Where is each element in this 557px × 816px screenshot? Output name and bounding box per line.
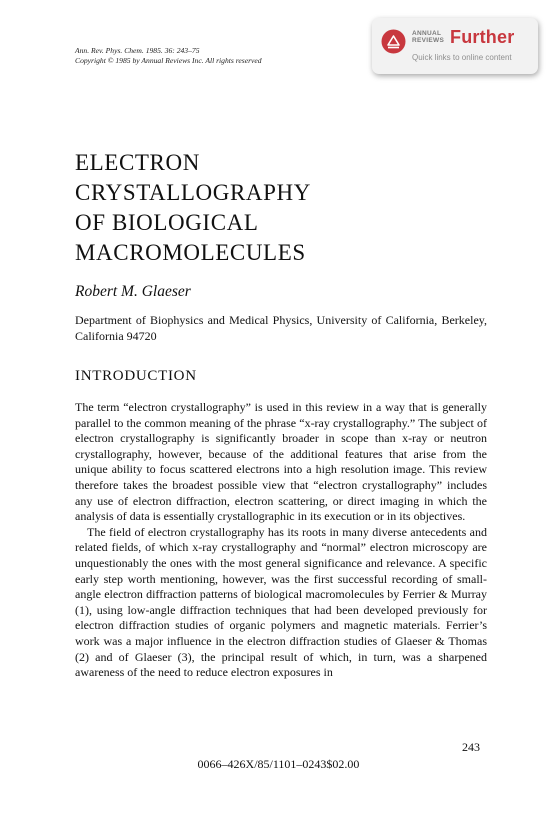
journal-citation: Ann. Rev. Phys. Chem. 1985. 36: 243–75 [75,46,200,55]
section-heading: INTRODUCTION [75,368,197,384]
author-name: Robert M. Glaeser [75,283,191,300]
annual-reviews-wordmark: ANNUAL REVIEWS [412,30,445,44]
title-line: OF BIOLOGICAL [75,210,259,235]
article-title [75,148,311,268]
article-code: 0066–426X/85/1101–0243$02.00 [197,757,360,771]
further-links-banner[interactable] [372,18,538,74]
paragraph: The field of electron crystallography has its roots in many diverse antecedents and related fields, of which x-ray crystallography and “normal” electron microscopy are unquestionably the ones with the most general significance and relevance. A specific early step worth mentioning, however, was the first successful recording of small-angle electron diffraction patterns of biological macromolecules by Ferrier & Murray (1), using low-angle diffraction techniques that had been developed previously for electron diffraction studies of organic polymers and magnetic materials. Ferrier’s work was a major influence in the electron diffraction studies of Glaeser & Thomas (2) and of Glaeser (3), the principal result of which, in turn, was a sharpened awareness of the need to reduce electron exposures in [75,524,487,680]
article-body [75,400,487,681]
title-line: MACROMOLECULES [75,240,306,265]
title-line: ELECTRON [75,150,200,175]
citation-header [75,46,262,66]
annual-reviews-logo-icon [381,29,406,54]
further-label: Further [450,27,515,47]
paragraph: The term “electron crystallography” is used in this review in a way that is generally parallel to the common meaning of the phrase “x-ray crystallography.” The subject of electron crystallography is significantly broader in scope than x-ray or neutron crystallography, however, because of the additional features that arise from the unique ability to focus scattered electrons into a high resolution image. This review therefore takes the broadest possible view that “electron crystallography” includes any use of electron diffraction, electron scattering, or direct imaging in which the analysis of data is essentially crystallographic in its execution or in its objectives. [75,400,487,524]
quick-links-tagline: Quick links to online content [412,53,512,62]
author-affiliation: Department of Biophysics and Medical Physics, University of California, Berkeley, California 94720 [75,313,487,343]
title-line: CRYSTALLOGRAPHY [75,180,311,205]
copyright-notice: Copyright © 1985 by Annual Reviews Inc. All rights reserved [75,56,262,65]
page-number: 243 [462,740,480,754]
